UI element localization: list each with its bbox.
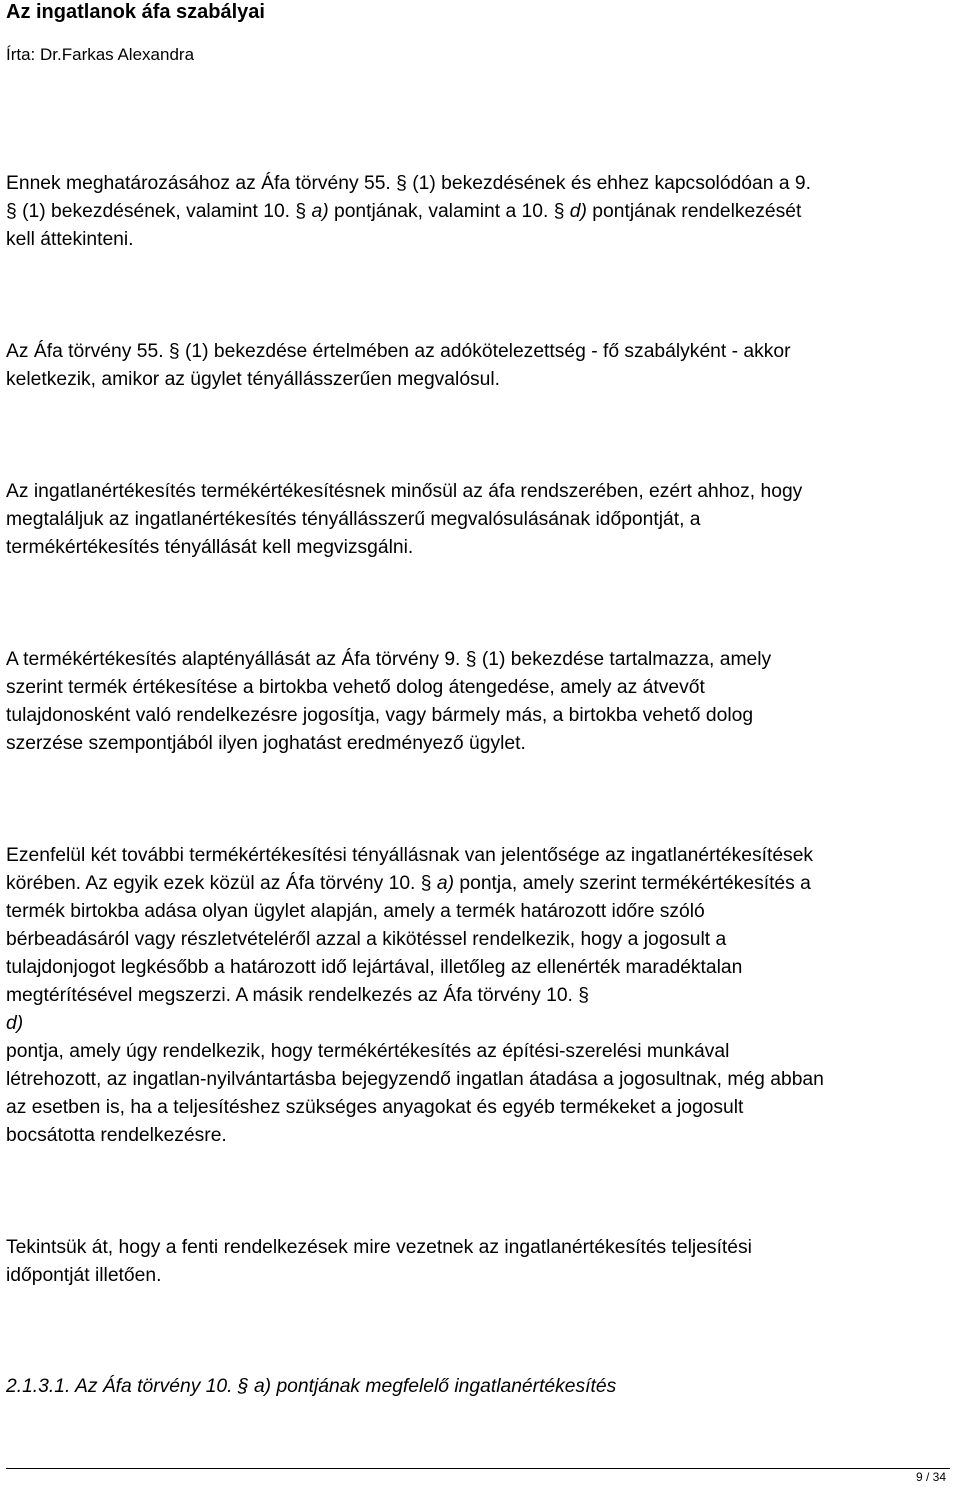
paragraph-line: megtaláljuk az ingatlanértékesítés tényállásszerű megvalósulásának időpontját, a — [6, 509, 701, 530]
paragraph-line: keletkezik, amikor az ügylet tényállásszerűen megvalósul. — [6, 369, 501, 390]
page-header — [0, 0, 960, 74]
section-heading: 2.1.3.1. Az Áfa törvény 10. § a) pontjának megfelelő ingatlanértékesítés — [6, 1376, 617, 1397]
paragraph-line: körében. Az egyik ezek közül az Áfa törvény 10. § a) pontja, amely szerint termékértékesítés a — [6, 873, 811, 894]
paragraph-line: létrehozott, az ingatlan-nyilvántartásba bejegyzendő ingatlan átadása a jogosultnak, még abban — [6, 1069, 824, 1090]
paragraph — [6, 842, 956, 1150]
italic-reference: a) — [311, 201, 329, 222]
italic-reference: a) — [436, 873, 455, 894]
paragraph — [6, 478, 956, 562]
paragraph-line: termékértékesítés tényállását kell megvizsgálni. — [6, 537, 414, 558]
paragraph-line: kell áttekinteni. — [6, 229, 134, 250]
paragraph-line: Tekintsük át, hogy a fenti rendelkezések mire vezetnek az ingatlanértékesítés teljesítési — [6, 1237, 752, 1258]
paragraph-line — [6, 1010, 956, 1038]
paragraph-line: Az Áfa törvény 55. § (1) bekezdése értelmében az adókötelezettség - fő szabályként - akkor — [6, 341, 791, 362]
page-number: 9 / 34 — [915, 1470, 946, 1484]
paragraph-line: tulajdonjogot legkésőbb a határozott idő lejártával, illetőleg az ellenérték maradéktalan — [6, 957, 743, 978]
paragraph-line: pontja, amely úgy rendelkezik, hogy termékértékesítés az építési-szerelési munkával — [6, 1041, 730, 1062]
paragraph — [6, 338, 956, 394]
paragraph-line: megtérítésével megszerzi. A másik rendelkezés az Áfa törvény 10. § — [6, 985, 589, 1006]
paragraph-line: A termékértékesítés alaptényállását az Áfa törvény 9. § (1) bekezdése tartalmazza, amely — [6, 649, 772, 670]
paragraph — [6, 646, 956, 758]
paragraph — [6, 170, 956, 254]
paragraph-line: termék birtokba adása olyan ügylet alapján, amely a termék határozott időre szóló — [6, 901, 705, 922]
paragraph-line: Az ingatlanértékesítés termékértékesítésnek minősül az áfa rendszerében, ezért ahhoz, hogy — [6, 481, 803, 502]
paragraph-line: Ennek meghatározásához az Áfa törvény 55. § (1) bekezdésének és ehhez kapcsolódóan a 9. — [6, 173, 811, 194]
paragraph-line: bérbeadásáról vagy részletvételéről azzal a kikötéssel rendelkezik, hogy a jogosult a — [6, 929, 727, 950]
paragraph-line: tulajdonosként való rendelkezésre jogosítja, vagy bármely más, a birtokba vehető dolog — [6, 705, 754, 726]
italic-reference: d) — [6, 1013, 24, 1034]
document-author: Írta: Dr.Farkas Alexandra — [6, 45, 195, 64]
paragraph — [6, 1234, 956, 1290]
document-title: Az ingatlanok áfa szabályai — [6, 1, 265, 23]
paragraph-line: bocsátotta rendelkezésre. — [6, 1125, 227, 1146]
paragraph-line: szerint termék értékesítése a birtokba vehető dolog átengedése, amely az átvevőt — [6, 677, 705, 698]
footer-divider — [6, 1468, 950, 1469]
paragraph-line: Ezenfelül két további termékértékesítési tényállásnak van jelentősége az ingatlanértékesítések — [6, 845, 814, 866]
paragraph-line: § (1) bekezdésének, valamint 10. § a) pontjának, valamint a 10. § d) pontjának rendelkezését — [6, 201, 802, 222]
paragraph-line: szerzése szempontjából ilyen joghatást eredményező ügylet. — [6, 733, 526, 754]
italic-reference: d) — [569, 201, 587, 222]
paragraph-line: időpontját illetően. — [6, 1265, 162, 1286]
paragraph-line: az esetben is, ha a teljesítéshez szükséges anyagokat és egyéb termékeket a jogosult — [6, 1097, 744, 1118]
